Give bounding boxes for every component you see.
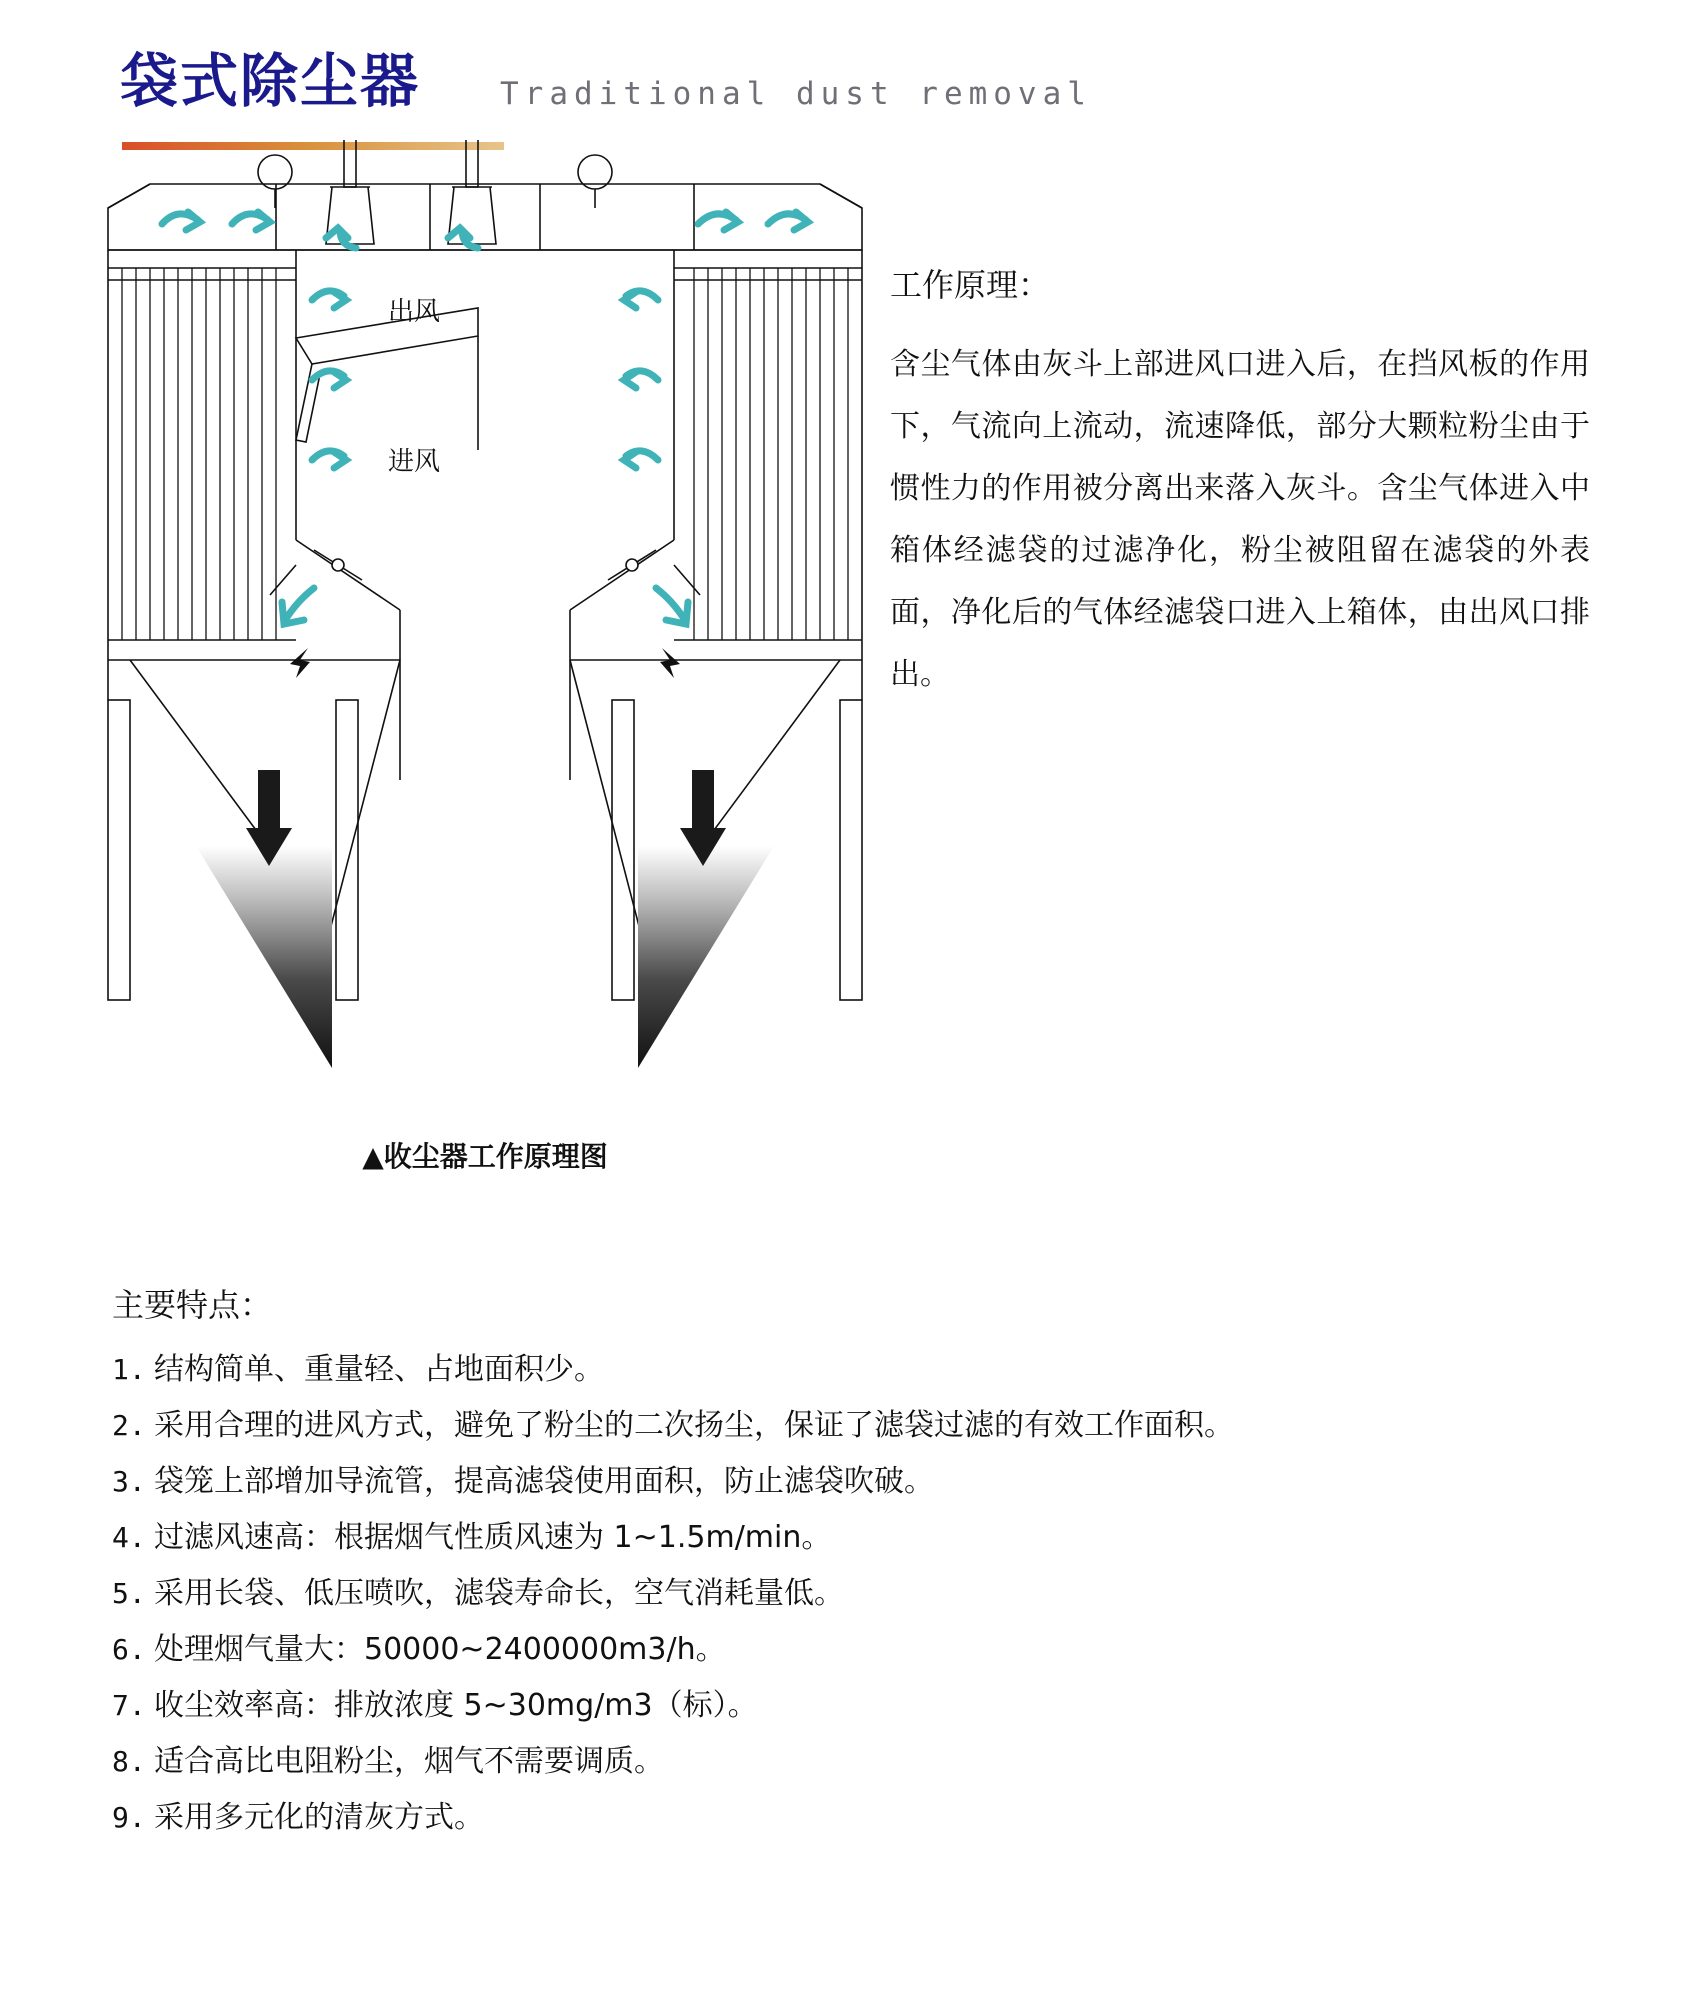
- dust-pile-left: [196, 846, 332, 1068]
- feature-number: 5.: [112, 1577, 146, 1610]
- working-principle-title: 工作原理：: [890, 266, 1051, 304]
- baghouse-diagram-svg: [100, 140, 870, 1100]
- feature-list-item: [112, 1734, 1612, 1790]
- feature-list-item: [112, 1566, 1612, 1622]
- feature-list-item: [112, 1510, 1612, 1566]
- label-inlet: 进风: [388, 447, 441, 477]
- feature-list-item: [112, 1790, 1612, 1846]
- label-outlet: 出风: [388, 297, 441, 327]
- feature-number: 4.: [112, 1521, 146, 1554]
- feature-number: 1.: [112, 1353, 146, 1386]
- page-title: 袋式除尘器: [120, 47, 421, 115]
- feature-text: 适合高比电阻粉尘，烟气不需要调质。: [154, 1744, 664, 1779]
- feature-list-item: [112, 1398, 1612, 1454]
- working-principle-section: [890, 260, 1590, 706]
- airflow-arrows: [162, 212, 808, 624]
- main-features-title: 主要特点：: [112, 1286, 273, 1324]
- feature-list-item: [112, 1342, 1612, 1398]
- feature-list-item: [112, 1454, 1612, 1510]
- feature-number: 7.: [112, 1689, 146, 1722]
- feature-text: 采用长袋、低压喷吹，滤袋寿命长，空气消耗量低。: [154, 1576, 844, 1611]
- working-principle-body: 含尘气体由灰斗上部进风口进入后，在挡风板的作用下，气流向上流动，流速降低，部分大颗粒粉尘由于惯性力的作用被分离出来落入灰斗。含尘气体进入中箱体经滤袋的过滤净化，粉尘被阻留在滤袋的外表面，净化后的气体经滤袋口进入上箱体，由出风口排出。: [890, 347, 1590, 692]
- feature-number: 9.: [112, 1801, 146, 1834]
- feature-text: 采用多元化的清灰方式。: [154, 1800, 484, 1835]
- baghouse-diagram: [100, 140, 870, 1100]
- dust-pile-right: [638, 846, 774, 1068]
- hopper-flow-arrows: [290, 648, 680, 678]
- feature-number: 6.: [112, 1633, 146, 1666]
- feature-text: 处理烟气量大：50000~2400000m3/h。: [154, 1632, 726, 1667]
- diagram-caption: ▲收尘器工作原理图: [362, 1140, 608, 1173]
- feature-text: 袋笼上部增加导流管，提高滤袋使用面积，防止滤袋吹破。: [154, 1464, 934, 1499]
- feature-text: 结构简单、重量轻、占地面积少。: [154, 1352, 604, 1387]
- feature-number: 2.: [112, 1409, 146, 1442]
- feature-text: 收尘效率高：排放浓度 5~30mg/m3（标）。: [154, 1688, 758, 1723]
- feature-text: 采用合理的进风方式，避免了粉尘的二次扬尘，保证了滤袋过滤的有效工作面积。: [154, 1408, 1234, 1443]
- main-features-section: [112, 1280, 1612, 1846]
- feature-number: 3.: [112, 1465, 146, 1498]
- page-subtitle-english: Traditional dust removal: [500, 76, 1092, 112]
- feature-list-item: [112, 1622, 1612, 1678]
- feature-list-item: [112, 1678, 1612, 1734]
- feature-text: 过滤风速高：根据烟气性质风速为 1~1.5m/min。: [154, 1520, 832, 1555]
- page-header: [120, 34, 1120, 154]
- feature-number: 8.: [112, 1745, 146, 1778]
